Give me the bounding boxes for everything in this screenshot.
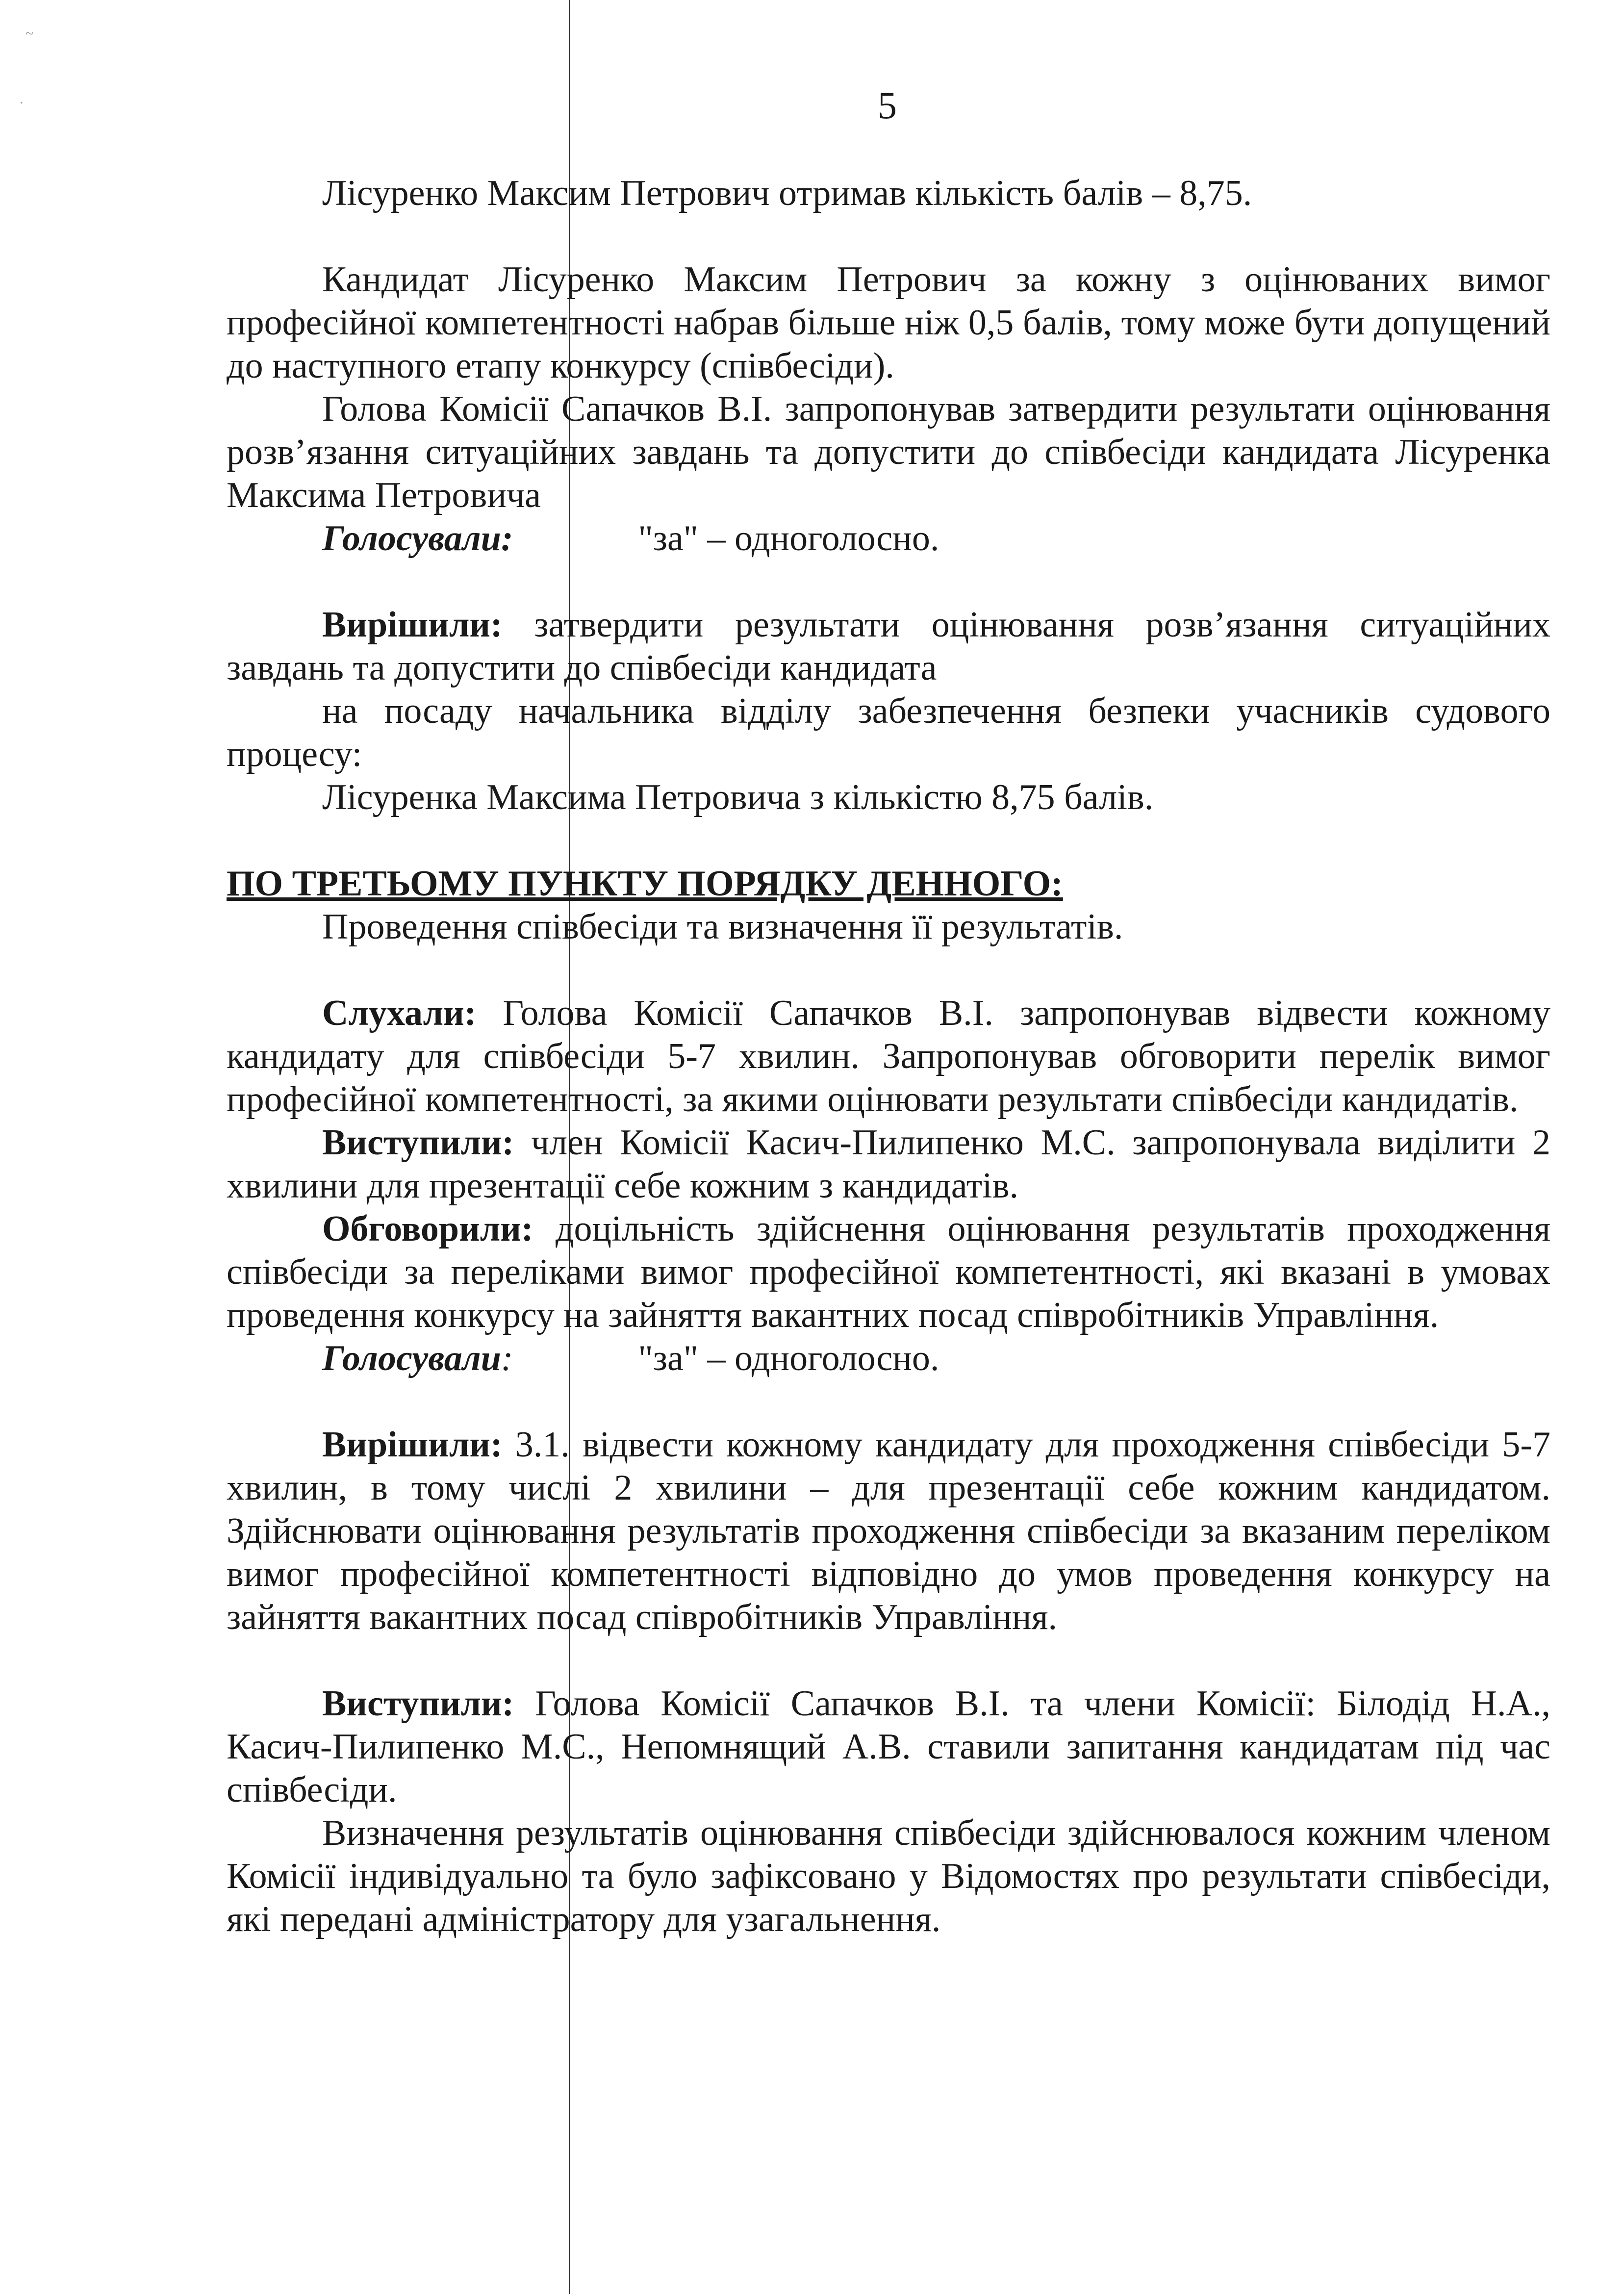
vote-colon: :: [501, 1338, 513, 1378]
discussed-text: доцільність здійснення оцінювання результатів проходження співбесіди за переліками вимог професійної компетентності, які вказані в умовах проведення конкурсу на зайняття вакантних посад співробітників Управління.: [227, 1209, 1551, 1335]
spoke-text: Голова Комісії Сапачков В.І. та члени Комісії: Білодід Н.А., Касич-Пилипенко М.С., Непомнящий А.В. ставили запитання кандидатам під час співбесіди.: [227, 1683, 1550, 1810]
spoke-label: Виступили:: [322, 1122, 514, 1163]
discussed-paragraph: [227, 1207, 1550, 1337]
paragraph-candidate-admitted: Кандидат Лісуренко Максим Петрович за кожну з оцінюваних вимог професійної компетентності набрав більше ніж 0,5 балів, тому може бути допущений до наступного етапу конкурсу (співбесіди).: [227, 259, 1550, 386]
paragraph-score: Лісуренко Максим Петрович отримав кількість балів – 8,75.: [322, 173, 1252, 213]
discussed-label: Обговорили:: [322, 1209, 533, 1249]
decision-label: Вирішили:: [322, 1425, 503, 1465]
vote-line-2: [227, 1337, 1550, 1380]
spoke-paragraph-1: [227, 1121, 1550, 1207]
document-body: [227, 172, 1550, 1941]
spoke-text: член Комісії Касич-Пилипенко М.С. запропонувала виділити 2 хвилини для презентації себе кожним з кандидатів.: [227, 1122, 1550, 1206]
decision-text: затвердити результати оцінювання розв’язання ситуаційних завдань та допустити до співбесіди кандидата: [227, 605, 1551, 688]
vote-line-1: [227, 517, 1550, 560]
spoke-paragraph-2: [227, 1682, 1550, 1811]
scan-mark-icon: ~: [25, 25, 34, 42]
final-paragraph: Визначення результатів оцінювання співбесіди здійснювалося кожним членом Комісії індивідуально та було зафіксовано у Відомостях про результати співбесіди, які передані адміністратору для узагальнення.: [227, 1813, 1550, 1939]
decision-1-position: на посаду начальника відділу забезпечення безпеки учасників судового процесу:: [227, 691, 1550, 774]
decision-1-candidate: Лісуренка Максима Петровича з кількістю 8,75 балів.: [322, 777, 1154, 817]
vote-label: Голосували:: [322, 518, 513, 559]
section-subheading: Проведення співбесіди та визначення її результатів.: [322, 907, 1123, 947]
vote-label: Голосували: [322, 1338, 501, 1378]
page-number: 5: [878, 84, 897, 127]
heard-label: Слухали:: [322, 993, 477, 1033]
spoke-label: Виступили:: [322, 1683, 514, 1724]
section-heading: ПО ТРЕТЬОМУ ПУНКТУ ПОРЯДКУ ДЕННОГО:: [227, 864, 1063, 904]
vote-value: "за" – одноголосно.: [638, 1338, 939, 1378]
decision-text: 3.1. відвести кожному кандидату для проходження співбесіди 5-7 хвилин, в тому числі 2 хвилини – для презентації себе кожним кандидатом. Здійснювати оцінювання результатів проходження співбесіди за вказаним переліком вимог професійної компетентності відповідно до умов проведення конкурсу на зайняття вакантних посад співробітників Управління.: [227, 1425, 1551, 1637]
decision-2: [227, 1423, 1550, 1639]
heard-text: Голова Комісії Сапачков В.І. запропонував відвести кожному кандидату для співбесіди 5-7 хвилин. Запропонував обговорити перелік вимог професійної компетентності, за якими оцінювати результати співбесіди кандидатів.: [227, 993, 1550, 1120]
decision-1: [227, 603, 1550, 689]
decision-label: Вирішили:: [322, 605, 503, 645]
scan-mark-icon: .: [20, 91, 24, 107]
vote-value: "за" – одноголосно.: [638, 518, 939, 559]
heard-paragraph: [227, 992, 1550, 1121]
paragraph-chair-proposal: Голова Комісії Сапачков В.І. запропонував затвердити результати оцінювання розв’язання ситуаційних завдань та допустити до співбесіди кандидата Лісуренка Максима Петровича: [227, 389, 1550, 515]
